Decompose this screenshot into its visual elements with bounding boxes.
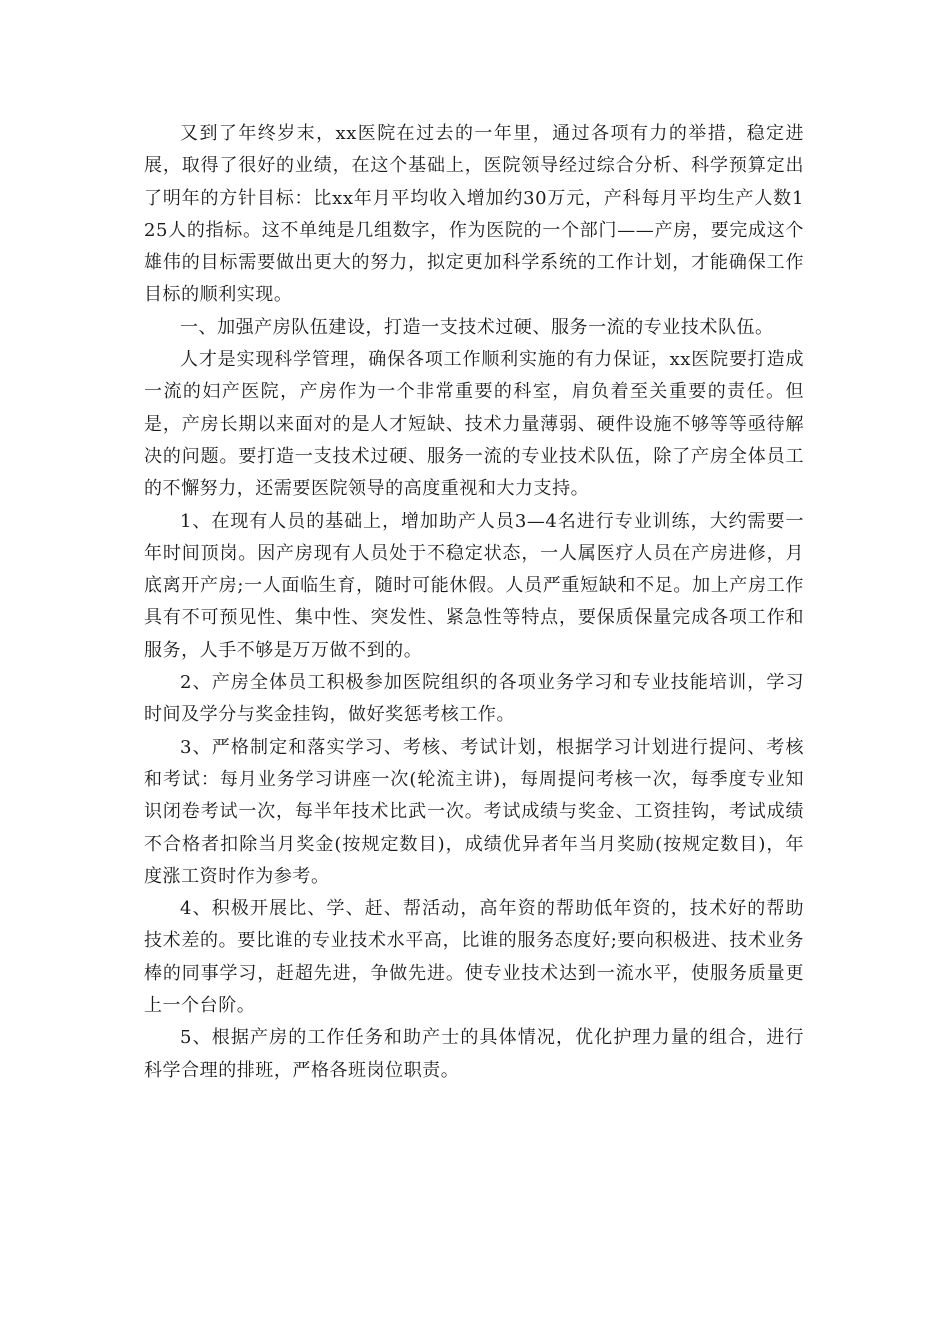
- document-body: [144, 118, 804, 1087]
- list-item-5: 5、根据产房的工作任务和助产士的具体情况，优化护理力量的组合，进行科学合理的排班，严格各班岗位职责。: [144, 1027, 804, 1081]
- list-item-1: 1、在现有人员的基础上，增加助产人员3—4名进行专业训练，大约需要一年时间顶岗。因产房现有人员处于不稳定状态，一人属医疗人员在产房进修，月底离开产房;一人面临生育，随时可能休假。人员严重短缺和不足。加上产房工作具有不可预见性、集中性、突发性、紧急性等特点，要保质保量完成各项工作和服务，人手不够是万万做不到的。: [144, 510, 804, 661]
- list-item-2: 2、产房全体员工积极参加医院组织的各项业务学习和专业技能培训，学习时间及学分与奖金挂钩，做好奖惩考核工作。: [144, 672, 804, 726]
- section-heading-1: 一、加强产房队伍建设，打造一支技术过硬、服务一流的专业技术队伍。: [180, 316, 774, 338]
- paragraph-talent: 人才是实现科学管理，确保各项工作顺利实施的有力保证，xx医院要打造成一流的妇产医院，产房作为一个非常重要的科室，肩负着至关重要的责任。但是，产房长期以来面对的是人才短缺、技术力量薄弱、硬件设施不够等等亟待解决的问题。要打造一支技术过硬、服务一流的专业技术队伍，除了产房全体员工的不懈努力，还需要医院领导的高度重视和大力支持。: [144, 349, 804, 500]
- list-item-4: 4、积极开展比、学、赶、帮活动，高年资的帮助低年资的，技术好的帮助技术差的。要比谁的专业技术水平高，比谁的服务态度好;要向积极进、技术业务棒的同事学习，赶超先进，争做先进。使专业技术达到一流水平，使服务质量更上一个台阶。: [144, 898, 804, 1017]
- list-item-3: 3、严格制定和落实学习、考核、考试计划，根据学习计划进行提问、考核和考试：每月业务学习讲座一次(轮流主讲)，每周提问考核一次，每季度专业知识闭卷考试一次，每半年技术比武一次。考试成绩与奖金、工资挂钩，考试成绩不合格者扣除当月奖金(按规定数目)，成绩优异者年当月奖励(按规定数目)，年度涨工资时作为参考。: [144, 736, 804, 887]
- paragraph-intro: 又到了年终岁末，xx医院在过去的一年里，通过各项有力的举措，稳定进展，取得了很好的业绩，在这个基础上，医院领导经过综合分析、科学预算定出了明年的方针目标：比xx年月平均收入增加约30万元，产科每月平均生产人数125人的指标。这不单纯是几组数字，作为医院的一个部门——产房，要完成这个雄伟的目标需要做出更大的努力，拟定更加科学系统的工作计划，才能确保工作目标的顺利实现。: [144, 123, 804, 306]
